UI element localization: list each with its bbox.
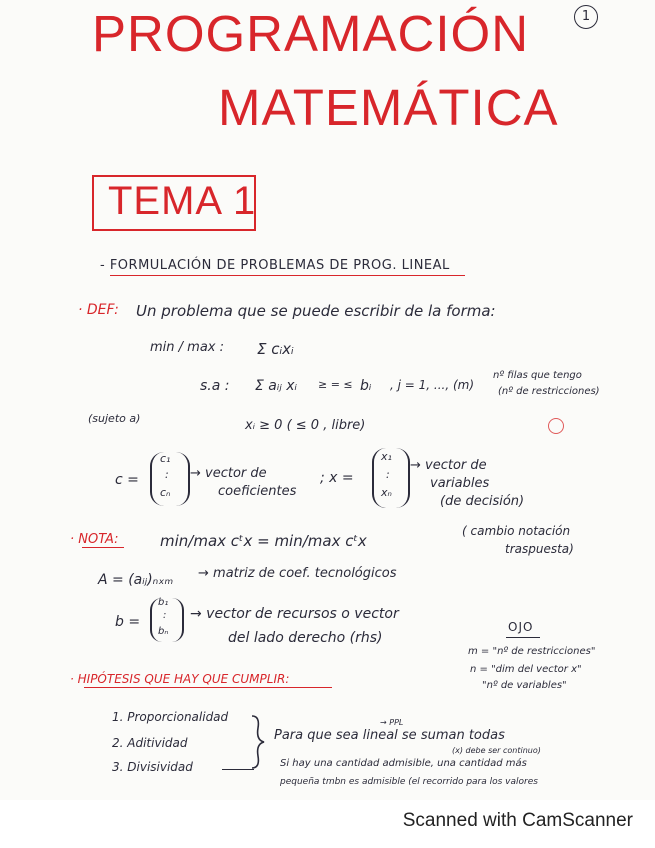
m-note-1: nº filas que tengo xyxy=(493,370,582,381)
ojo-underline xyxy=(506,637,540,638)
b-vector-1: b₁ xyxy=(158,597,169,608)
c-vector-3: cₙ xyxy=(160,486,171,499)
c-vector-2: : xyxy=(165,468,169,481)
hip-text-3: Si hay una cantidad admisible, una cantidad más xyxy=(280,758,527,769)
A-def: A = (aᵢⱼ)ₙₓₘ xyxy=(98,572,174,588)
hip-text-2: (x) debe ser continuo) xyxy=(452,746,541,755)
footer-bar xyxy=(0,800,655,848)
sa-label: s.a : xyxy=(200,378,230,394)
objective-sum: Σ cᵢxᵢ xyxy=(257,340,294,358)
b-vector-2: : xyxy=(163,610,167,621)
A-desc: → matriz de coef. tecnológicos xyxy=(198,566,397,581)
hipotesis-underline xyxy=(84,687,332,688)
nota-note-1: ( cambio notación xyxy=(462,524,571,538)
hipotesis-item-2: 2. Aditividad xyxy=(112,736,188,750)
constraint-ops: ≥ = ≤ xyxy=(318,378,353,391)
nota-note-2: traspuesta) xyxy=(505,542,574,556)
sujeto-a: (sujeto a) xyxy=(88,412,141,425)
c-vector-1: c₁ xyxy=(160,452,171,465)
hipotesis-label: · HIPÓTESIS QUE HAY QUE CUMPLIR: xyxy=(70,672,290,686)
m-note-2: (nº de restricciones) xyxy=(498,386,600,397)
ojo-n-2: "nº de variables" xyxy=(482,680,567,691)
x-vector-2: : xyxy=(386,468,390,481)
section-heading: - FORMULACIÓN DE PROBLEMAS DE PROG. LINEAL xyxy=(100,258,450,273)
ojo-label: OJO xyxy=(508,620,534,634)
x-desc-2: variables xyxy=(430,476,490,491)
x-vector-3: xₙ xyxy=(381,486,392,499)
constraint-sum: Σ aᵢⱼ xᵢ xyxy=(255,378,298,394)
ojo-m: m = "nº de restricciones" xyxy=(468,646,596,657)
objective-label: min / max : xyxy=(150,340,224,355)
section-heading-underline xyxy=(110,275,465,276)
ppl-note: → PPL xyxy=(380,718,404,727)
hip-text-1: Para que sea lineal se suman todas xyxy=(274,728,505,743)
c-desc-2: coeficientes xyxy=(218,484,297,499)
hip-text-4: pequeña tmbn es admisible (el recorrido para los valores xyxy=(280,777,538,787)
x-desc-1: → vector de xyxy=(410,458,487,473)
x-def: ; x = xyxy=(320,470,354,486)
red-circle-mark xyxy=(548,418,564,434)
divisividad-arrow-line xyxy=(222,769,254,770)
title-line-2: MATEMÁTICA xyxy=(218,79,559,136)
def-text: Un problema que se puede escribir de la forma: xyxy=(136,302,496,320)
nota-label: · NOTA: xyxy=(70,532,119,547)
nota-underline xyxy=(82,547,124,548)
hipotesis-item-3: 3. Divisividad xyxy=(112,760,193,774)
constraint-rhs: bᵢ xyxy=(360,378,372,394)
x-desc-3: (de decisión) xyxy=(440,494,525,509)
b-desc-2: del lado derecho (rhs) xyxy=(228,630,383,646)
page-number-circle xyxy=(574,5,598,29)
xi-condition: xᵢ ≥ 0 ( ≤ 0 , libre) xyxy=(245,418,366,433)
c-def: c = xyxy=(115,472,139,488)
page-number: 1 xyxy=(581,9,591,24)
camscanner-watermark: Scanned with CamScanner xyxy=(402,810,633,831)
tema-box xyxy=(92,175,256,231)
b-vector-3: bₙ xyxy=(158,626,169,637)
title-line-1: PROGRAMACIÓN xyxy=(92,5,530,62)
nota-text: min/max cᵗx = min/max cᵗx xyxy=(160,532,367,550)
x-vector-1: x₁ xyxy=(381,450,392,463)
c-desc-1: → vector de xyxy=(190,466,267,481)
def-label: · DEF: xyxy=(78,302,119,318)
constraint-index: , j = 1, ..., (m) xyxy=(390,378,475,392)
b-desc-1: → vector de recursos o vector xyxy=(190,606,399,622)
curly-brace xyxy=(248,714,270,770)
hipotesis-item-1: 1. Proporcionalidad xyxy=(112,710,229,724)
ojo-n-1: n = "dim del vector x" xyxy=(470,664,582,675)
tema-label: TEMA 1 xyxy=(108,179,257,223)
b-def: b = xyxy=(115,614,141,630)
